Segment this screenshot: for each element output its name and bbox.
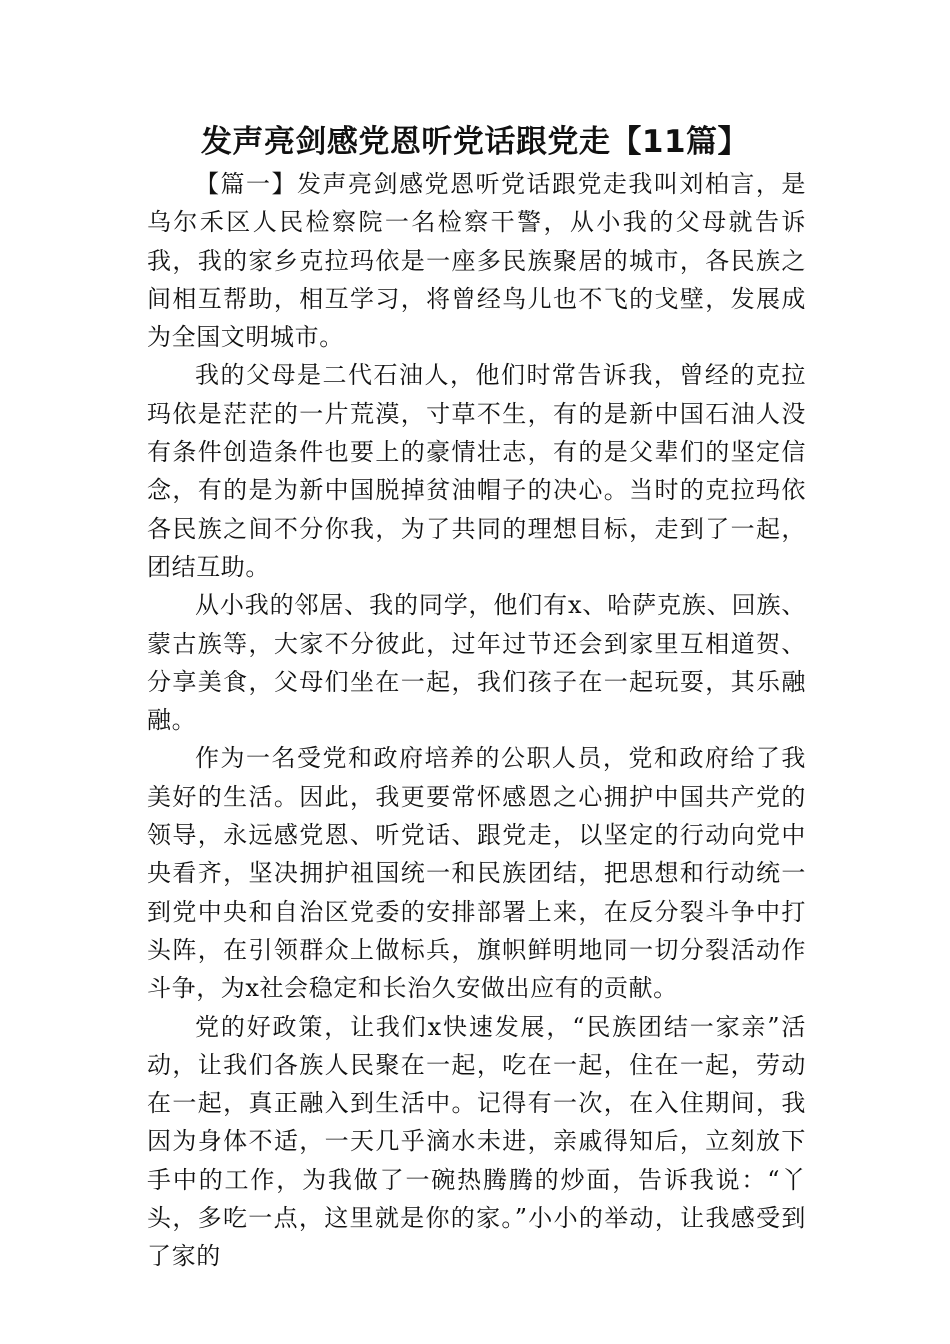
paragraph-2: 我的父母是二代石油人，他们时常告诉我，曾经的克拉玛依是茫茫的一片荒漠，寸草不生，有的是新中国石油人没有条件创造条件也要上的豪情壮志，有的是父辈们的坚定信念，有的是为新中国脱掉贫油帽子的决心。当时的克拉玛依各民族之间不分你我，为了共同的理想目标，走到了一起，团结互助。 [147,361,806,581]
paragraph-3: 从小我的邻居、我的同学，他们有x、哈萨克族、回族、蒙古族等，大家不分彼此，过年过节还会到家里互相道贺、分享美食，父母们坐在一起，我们孩子在一起玩耍，其乐融融。 [147,591,806,735]
paragraph-4: 作为一名受党和政府培养的公职人员，党和政府给了我美好的生活。因此，我更要常怀感恩之心拥护中国共产党的领导，永远感党恩、听党话、跟党走，以坚定的行动向党中央看齐，坚决拥护祖国统一和民族团结，把思想和行动统一到党中央和自治区党委的安排部署上来，在反分裂斗争中打头阵，在引领群众上做标兵，旗帜鲜明地同一切分裂活动作斗争，为x社会稳定和长治久安做出应有的贡献。 [147,744,806,1003]
document-title: 发声亮剑感党恩听党话跟党走【11篇】 [200,124,750,160]
paragraph-1: 【篇一】发声亮剑感党恩听党话跟党走我叫刘柏言，是乌尔禾区人民检察院一名检察干警，从小我的父母就告诉我，我的家乡克拉玛依是一座多民族聚居的城市，各民族之间相互帮助，相互学习，将曾经鸟儿也不飞的戈壁，发展成为全国文明城市。 [147,170,806,352]
document-body [147,165,806,1276]
paragraph-5: 党的好政策，让我们x快速发展，“民族团结一家亲”活动，让我们各族人民聚在一起，吃在一起，住在一起，劳动在一起，真正融入到生活中。记得有一次，在入住期间，我因为身体不适，一天几乎滴水未进，亲戚得知后，立刻放下手中的工作，为我做了一碗热腾腾的炒面，告诉我说：“丫头，多吃一点，这里就是你的家。”小小的举动，让我感受到了家的 [147,1012,806,1271]
